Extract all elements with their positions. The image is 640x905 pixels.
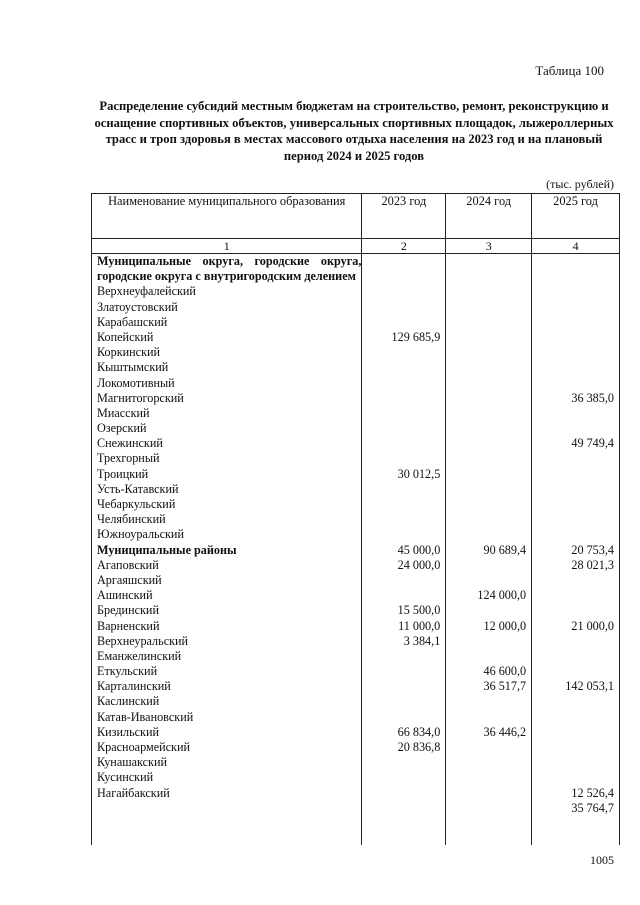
row-value-2024: [446, 527, 526, 542]
column-number-row: [92, 239, 620, 254]
row-value-2025: 28 021,3: [571, 557, 614, 572]
values-2025-column: [532, 254, 620, 846]
row-value-2024: [446, 755, 526, 770]
row-value-2025: [532, 451, 614, 466]
row-name: Еткульский: [97, 664, 158, 679]
column-number-2: 2: [362, 239, 446, 254]
header-name: Наименование муниципального образования: [92, 194, 362, 239]
table-number: Таблица 100: [535, 63, 604, 78]
row-name: Челябинский: [97, 512, 166, 527]
row-value-2023: [362, 755, 440, 770]
row-value-2023: 30 012,5: [397, 466, 441, 481]
row-name: Южноуральский: [97, 527, 184, 542]
row-name: Миасский: [97, 405, 150, 420]
column-number-1: 1: [92, 239, 362, 254]
column-number-3: 3: [446, 239, 532, 254]
row-value-2023: [362, 421, 440, 436]
row-name: Карталинский: [97, 679, 171, 694]
row-value-2023: [362, 801, 440, 816]
row-name: Кизильский: [97, 724, 160, 739]
row-name: Брединский: [97, 603, 159, 618]
table-header-row: [92, 194, 620, 239]
row-value-2023: [362, 482, 440, 497]
row-value-2023: [362, 679, 440, 694]
row-value-2024: [446, 786, 526, 801]
row-value-2023: [362, 786, 440, 801]
row-value-2025: [532, 603, 614, 618]
row-value-2023: [362, 710, 440, 725]
row-value-2025: [532, 406, 614, 421]
row-value-2023: 20 836,8: [397, 740, 441, 754]
row-value-2023: 3 384,1: [403, 633, 441, 648]
header-2024: 2024 год: [446, 194, 532, 239]
row-value-2023: [362, 664, 440, 679]
row-value-2025: 49 749,4: [571, 436, 614, 451]
row-value-2023: [362, 588, 440, 603]
row-value-2024: 124 000,0: [477, 588, 527, 603]
row-name: Кусинский: [97, 770, 154, 785]
row-name: Еманжелинский: [97, 648, 182, 663]
column-number-4: 4: [532, 239, 620, 254]
row-name: Копейский: [97, 329, 154, 344]
row-value-2025: [532, 421, 614, 436]
row-value-2023: 24 000,0: [397, 557, 441, 572]
row-name: Аргаяшский: [97, 572, 162, 587]
row-value-2024: [446, 710, 526, 725]
row-value-2023: 66 834,0: [397, 724, 441, 739]
row-value-2023: [362, 315, 440, 330]
row-value-2025: 12 526,4: [571, 785, 614, 800]
row-value-2025: [532, 770, 614, 785]
row-value-2024: [446, 467, 526, 482]
group-heading-rayony: Муниципальные районы: [97, 542, 237, 557]
row-value-2023: [362, 360, 440, 375]
row-value-2023: 15 500,0: [397, 603, 441, 618]
row-value-2023: [362, 391, 440, 406]
row-value-2024: [446, 512, 526, 527]
row-value-2025: [532, 755, 614, 770]
row-value-2025: [532, 315, 614, 330]
row-value-2025: 20 753,4: [571, 542, 614, 557]
row-value-2024: [446, 694, 526, 709]
row-value-2025: 142 053,1: [565, 679, 614, 694]
row-value-2024: [446, 497, 526, 512]
row-value-2024: [446, 421, 526, 436]
row-value-2023: [362, 770, 440, 785]
row-value-2023: [362, 649, 440, 664]
row-value-2024: [446, 558, 526, 573]
row-value-2023: 11 000,0: [398, 618, 441, 633]
row-value-2024: [446, 816, 526, 831]
row-value-2023: [362, 527, 440, 542]
row-value-2024: [446, 360, 526, 375]
row-value-2024: [446, 436, 526, 451]
row-value-2024: [446, 330, 526, 345]
row-value-2023: [362, 694, 440, 709]
row-value-2023: [362, 436, 440, 451]
row-value-2023: [362, 512, 440, 527]
row-value-2024: 36 446,2: [483, 724, 527, 739]
row-value-2023: [362, 376, 440, 391]
row-value-2024: [446, 482, 526, 497]
row-name: Карабашский: [97, 314, 168, 329]
row-name: Верхнеуральский: [97, 633, 189, 648]
row-value-2023: 129 685,9: [391, 329, 441, 344]
row-value-2024: 12 000,0: [483, 618, 527, 633]
values-2023-column: [362, 254, 446, 846]
names-list-rayony: [97, 558, 361, 801]
row-name: Катав-Ивановский: [97, 709, 194, 724]
names-column: [92, 254, 362, 846]
row-name: Трехгорный: [97, 451, 160, 466]
row-value-2024: [446, 649, 526, 664]
row-value-2025: [532, 710, 614, 725]
row-value-2023: [362, 451, 440, 466]
names-list-okruga: [97, 284, 361, 542]
row-value-2024: [446, 740, 526, 755]
header-2025: 2025 год: [532, 194, 620, 239]
row-value-2025: [532, 497, 614, 512]
row-name: Каслинский: [97, 694, 160, 709]
row-name: Усть-Катавский: [97, 481, 179, 496]
group-heading-okruga: Муниципальные округа, городские округа, городские округа с внутригородским делением: [97, 254, 362, 284]
row-value-2025: [532, 482, 614, 497]
row-value-2025: 36 385,0: [571, 390, 614, 405]
row-value-2025: [532, 527, 614, 542]
row-value-2024: [446, 376, 526, 391]
row-value-2025: [532, 694, 614, 709]
row-name: Кунашакский: [97, 755, 168, 770]
row-value-2025: [532, 345, 614, 360]
row-value-2025: [532, 330, 614, 345]
row-name: Снежинский: [97, 436, 163, 451]
row-name: Варненский: [97, 618, 160, 633]
row-name: Троицкий: [97, 466, 149, 481]
row-name: Кыштымский: [97, 360, 169, 375]
row-value-2025: [532, 467, 614, 482]
row-name: Чебаркульский: [97, 497, 176, 512]
row-value-2025: [532, 725, 614, 740]
row-value-2023: 45 000,0: [397, 542, 441, 557]
row-value-2024: [446, 801, 526, 816]
row-name: Коркинский: [97, 345, 161, 360]
row-value-2023: [362, 345, 440, 360]
row-value-2024: [446, 406, 526, 421]
row-value-2023: [362, 816, 440, 831]
row-value-2024: [446, 603, 526, 618]
row-value-2024: [446, 391, 526, 406]
row-value-2025: [532, 376, 614, 391]
row-value-2024: 46 600,0: [483, 664, 527, 679]
row-value-2025: [532, 634, 614, 649]
row-value-2025: [532, 588, 614, 603]
row-value-2024: [446, 634, 526, 649]
page-number: 1005: [590, 853, 614, 867]
row-value-2025: [532, 360, 614, 375]
row-value-2025: [532, 740, 614, 755]
row-name: Верхнеуфалейский: [97, 284, 196, 299]
table-body: [92, 254, 620, 846]
row-value-2025: 21 000,0: [571, 618, 614, 633]
row-value-2025: [532, 512, 614, 527]
row-name: Красноармейский: [97, 740, 190, 755]
subsidy-table: [91, 193, 620, 845]
row-name: Ашинский: [97, 588, 153, 603]
row-name: Агаповский: [97, 557, 159, 572]
row-value-2023: [362, 497, 440, 512]
row-name: Озерский: [97, 421, 147, 436]
units-label: (тыс. рублей): [546, 177, 614, 191]
row-value-2025: [532, 664, 614, 679]
row-value-2024: [446, 451, 526, 466]
row-name: Локомотивный: [97, 375, 175, 390]
header-2023: 2023 год: [362, 194, 446, 239]
row-value-2024: 36 517,7: [483, 679, 527, 694]
row-value-2025: [532, 649, 614, 664]
row-name: Нагайбакский: [97, 785, 170, 800]
row-value-2023: [362, 406, 440, 421]
table-title: Распределение субсидий местным бюджетам на строительство, ремонт, реконструкцию и оснащение спортивных объектов, универсальных спортивных площадок, лыжероллерных трасс и троп здоровья в местах массового отдыха населения на 2023 год и на плановый период 2024 и 2025 годов: [94, 99, 614, 163]
row-value-2024: 90 689,4: [483, 542, 527, 557]
row-value-2025: 35 764,7: [571, 800, 614, 815]
values-2024-column: [446, 254, 532, 846]
row-value-2024: [446, 315, 526, 330]
row-value-2024: [446, 770, 526, 785]
row-name: Златоустовский: [97, 299, 178, 314]
row-value-2024: [446, 345, 526, 360]
row-name: Магнитогорский: [97, 390, 184, 405]
row-value-2025: [532, 816, 614, 831]
